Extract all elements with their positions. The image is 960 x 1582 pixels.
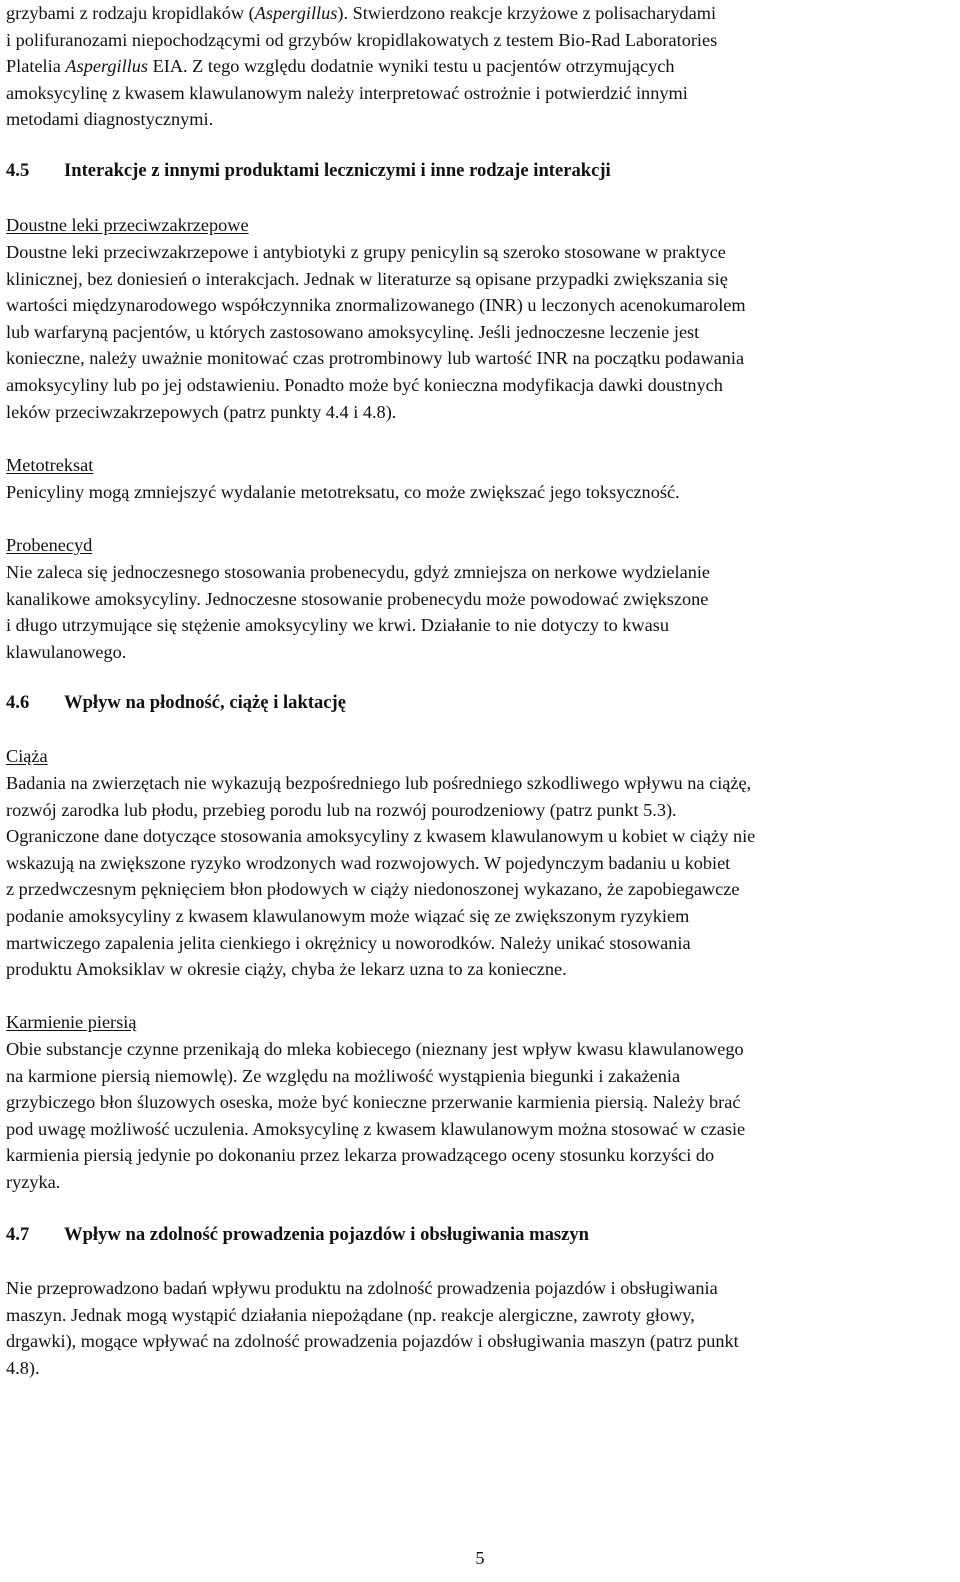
paragraph-line: Doustne leki przeciwzakrzepowe i antybiotyki z grupy penicylin są szeroko stosowane w praktyce [6,242,726,262]
section-number: 4.6 [6,692,30,713]
paragraph-line: lub warfaryną pacjentów, u których zastosowano amoksycylinę. Jeśli jednoczesne leczenie jest [6,321,700,342]
page-number: 5 [475,1548,485,1568]
paragraph-line: klinicznej, bez doniesień o interakcjach. Jednak w literaturze są opisane przypadki zwiększania się [6,268,728,289]
paragraph-line: produktu Amoksiklav w okresie ciąży, chyba że lekarz uzna to za konieczne. [6,959,567,980]
paragraph-line: martwiczego zapalenia jelita cienkiego i okrężnicy u noworodków. Należy unikać stosowania [6,932,691,953]
subheading-oral-anticoagulants: Doustne leki przeciwzakrzepowe [6,215,249,235]
paragraph-driving [6,1275,739,1381]
paragraph-line: grzybami z rodzaju kropidlaków (Aspergillus). Stwierdzono reakcje krzyżowe z polisacharydami [6,3,717,23]
paragraph-line: wartości międzynarodowego współczynnika znormalizowanego (INR) u leczonych acenokumarolem [6,295,746,316]
paragraph-line: grzybiczego błon śluzowych oseska, może być konieczne przerwanie karmienia piersią. Należy brać [6,1092,741,1113]
paragraph-line: amoksycyliny lub po jej odstawieniu. Ponadto może być konieczna modyfikacja dawki doustnych [6,374,723,395]
paragraph-line: Badania na zwierzętach nie wykazują bezpośredniego lub pośredniego szkodliwego wpływu na ciążę, [6,773,752,793]
subheading-methotrexate: Metotreksat [6,455,94,475]
paragraph-line: leków przeciwzakrzepowych (patrz punkty 4.4 i 4.8). [6,401,397,422]
paragraph-line: Platelia Aspergillus EIA. Z tego względu dodatnie wyniki testu u pacjentów otrzymujących [6,56,675,77]
paragraph-line: konieczne, należy uważnie monitować czas protrombinowy lub wartość INR na początku podawania [6,348,745,369]
section-number: 4.7 [6,1224,30,1245]
paragraph-line: amoksycylinę z kwasem klawulanowym należy interpretować ostrożnie i potwierdzić innymi [6,82,688,103]
paragraph-line: podanie amoksycyliny z kwasem klawulanowym może wiązać się ze zwiększonym ryzykiem [6,905,690,926]
section-heading-4-5 [6,158,611,185]
paragraph-line: rozwój zarodka lub płodu, przebieg porodu lub na rozwój pourodzeniowy (patrz punkt 5.3). [6,799,677,820]
paragraph-line: Nie zaleca się jednoczesnego stosowania probenecydu, gdyż zmniejsza on nerkowe wydzielanie [6,562,711,582]
subheading-breastfeeding: Karmienie piersią [6,1012,137,1032]
paragraph-probenecid [6,559,710,665]
paragraph-line: metodami diagnostycznymi. [6,109,214,130]
paragraph-line: i długo utrzymujące się stężenie amoksycyliny we krwi. Działanie to nie dotyczy to kwasu [6,615,670,636]
section-title: Wpływ na płodność, ciążę i laktację [64,692,347,713]
paragraph-line: na karmione piersią niemowlę). Ze względu na możliwość wystąpienia biegunki i zakażenia [6,1065,681,1086]
section-title: Interakcje z innymi produktami leczniczymi i inne rodzaje interakcji [64,160,611,181]
subheading-pregnancy: Ciąża [6,746,48,766]
paragraph-line: pod uwagę możliwość uczulenia. Amoksycylinę z kwasem klawulanowym można stosować w czasie [6,1118,746,1139]
paragraph-methotrexate [6,479,680,506]
paragraph-line: Nie przeprowadzono badań wpływu produktu na zdolność prowadzenia pojazdów i obsługiwania [6,1278,718,1298]
section-number: 4.5 [6,160,30,181]
paragraph-line: Ograniczone dane dotyczące stosowania amoksycyliny z kwasem klawulanowym u kobiet w ciąży nie [6,826,756,847]
subheading-probenecid: Probenecyd [6,535,93,555]
paragraph-line: klawulanowego. [6,641,127,662]
paragraph-line: Penicyliny mogą zmniejszyć wydalanie metotreksatu, co może zwiększać jego toksyczność. [6,482,680,502]
paragraph-line: ryzyka. [6,1171,61,1192]
section-title: Wpływ na zdolność prowadzenia pojazdów i obsługiwania maszyn [64,1224,590,1245]
section-heading-4-7 [6,1222,589,1249]
paragraph-line: karmienia piersią jedynie po dokonaniu przez lekarza prowadzącego oceny stosunku korzyści do [6,1145,715,1166]
section-heading-4-6 [6,690,346,717]
paragraph-line: wskazują na zwiększone ryzyko wrodzonych wad rozwojowych. W pojedynczym badaniu u kobiet [6,852,731,873]
paragraph-oral-anticoagulants [6,239,746,425]
paragraph-pregnancy [6,770,755,983]
paragraph-line: z przedwczesnym pęknięciem błon płodowych w ciąży niedonoszonej wykazano, że zapobiegawcze [6,879,740,900]
paragraph-line: drgawki), mogące wpływać na zdolność prowadzenia pojazdów i obsługiwania maszyn (patrz punkt [6,1331,739,1352]
paragraph-line: kanalikowe amoksycyliny. Jednoczesne stosowanie probenecydu może powodować zwiększone [6,588,709,609]
paragraph-line: maszyn. Jednak mogą wystąpić działania niepożądane (np. reakcje alergiczne, zawroty głowy, [6,1304,695,1325]
paragraph-line: Obie substancje czynne przenikają do mleka kobiecego (nieznany jest wpływ kwasu klawulanowego [6,1039,744,1059]
paragraph-line: i polifuranozami niepochodzącymi od grzybów kropidlakowatych z testem Bio-Rad Laboratories [6,29,718,50]
paragraph-line: 4.8). [6,1357,40,1378]
intro-paragraph [6,0,717,133]
paragraph-breastfeeding [6,1036,745,1196]
